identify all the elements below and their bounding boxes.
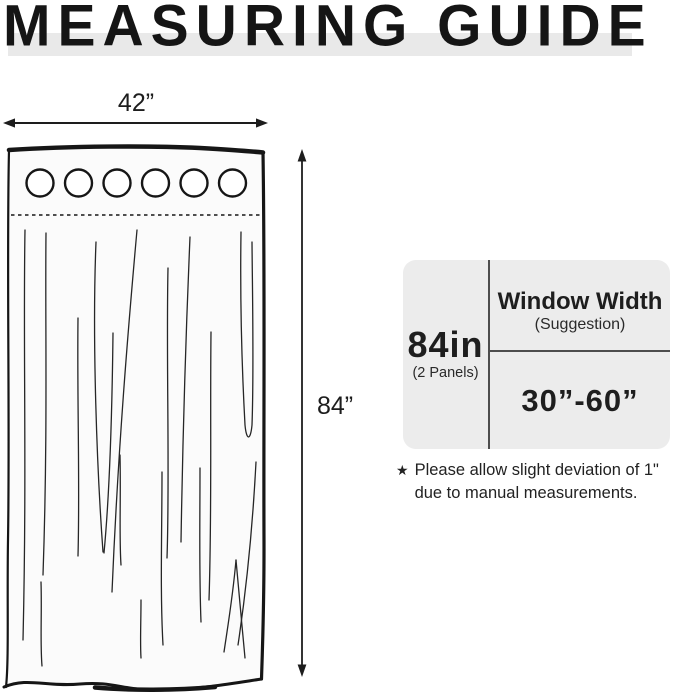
- grommet-icon: [181, 170, 208, 197]
- width-dimension-label: 42”: [117, 89, 155, 117]
- suggested-range-value: 30”-60”: [521, 382, 639, 418]
- page-title: MEASURING GUIDE: [3, 0, 653, 59]
- width-dimension-arrow: [3, 118, 268, 127]
- footnote-line-1: Please allow slight deviation of 1": [414, 461, 659, 479]
- grommet-icon: [219, 170, 246, 197]
- window-width-header-cell: [490, 260, 670, 352]
- size-table: [403, 260, 670, 449]
- panel-size-cell: [403, 260, 490, 449]
- window-width-header: Window Width: [497, 288, 663, 315]
- panel-count-label: (2 Panels): [412, 365, 479, 381]
- window-width-subheader: (Suggestion): [534, 316, 626, 333]
- star-icon: ★: [396, 462, 409, 478]
- grommet-icon: [142, 170, 169, 197]
- height-dimension-arrow: [298, 149, 307, 677]
- curtain-panel: [4, 146, 264, 690]
- footnote-text: [415, 459, 659, 505]
- grommet-icon: [27, 170, 54, 197]
- grommet-icon: [65, 170, 92, 197]
- panel-size-value: 84in: [407, 324, 484, 365]
- window-width-column: [490, 260, 670, 449]
- footnote-line-2: due to manual measurements.: [414, 484, 638, 502]
- suggested-range-cell: [490, 352, 670, 449]
- grommet-icon: [104, 170, 131, 197]
- height-dimension-label: 84”: [317, 392, 354, 420]
- measurement-footnote: [396, 459, 676, 505]
